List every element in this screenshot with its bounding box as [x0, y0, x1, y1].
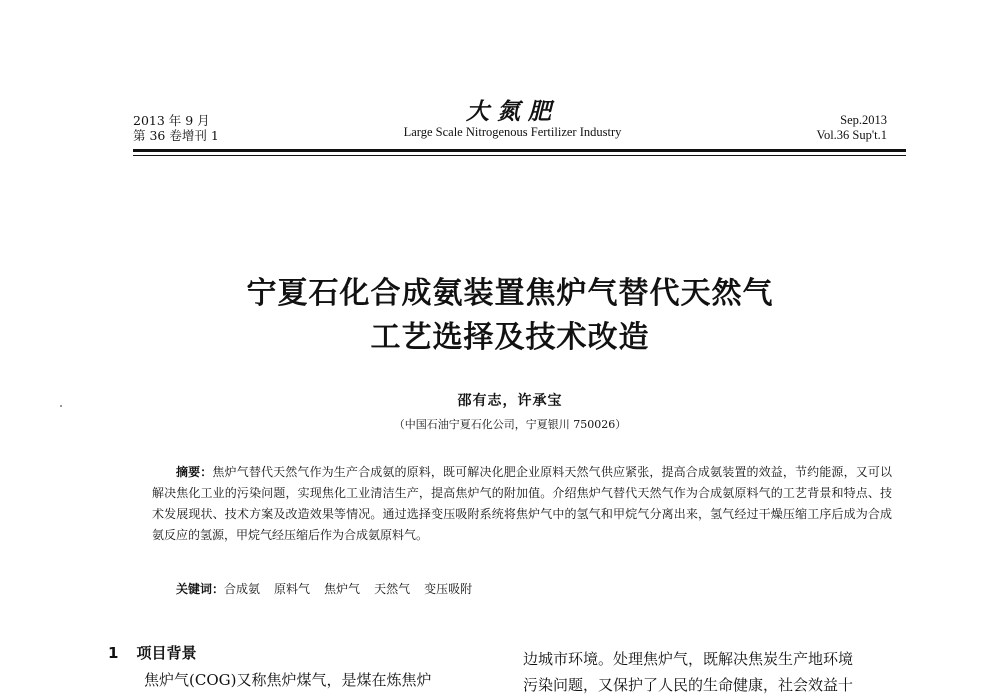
section-number: 1	[108, 644, 119, 662]
header-date-cn: 2013 年 9 月	[133, 113, 210, 128]
article-title	[150, 272, 870, 360]
title-line-1: 宁夏石化合成氨装置焦炉气替代天然气	[246, 276, 774, 311]
body-column-right	[523, 646, 908, 698]
keyword: 焦炉气	[324, 582, 361, 596]
body-column-left	[108, 668, 500, 692]
title-line-2: 工艺选择及技术改造	[370, 320, 650, 355]
keyword: 变压吸附	[424, 582, 473, 596]
header-issue-en	[817, 113, 887, 143]
article-affiliation: （中国石油宁夏石化公司，宁夏银川 750026）	[393, 418, 627, 431]
journal-name-en: Large Scale Nitrogenous Fertilizer Industry	[403, 125, 622, 139]
body-line: 污染问题，又保护了人民的生命健康，社会效益十	[523, 676, 854, 694]
journal-masthead	[370, 99, 655, 140]
abstract	[152, 462, 892, 546]
keywords-label: 关键词：	[176, 582, 225, 596]
body-line: 边城市环境。处理焦炉气，既解决焦炭生产地环境	[523, 650, 854, 668]
journal-logo: 大氮肥	[466, 98, 559, 125]
keyword: 合成氨	[224, 582, 261, 596]
header-rule-thin	[133, 155, 906, 156]
section-heading	[108, 642, 196, 663]
article-authors: 邵有志，许承宝	[457, 393, 563, 409]
abstract-text: 焦炉气替代天然气作为生产合成氨的原料，既可解决化肥企业原料天然气供应紧张，提高合成氨装置的效益，节约能源，又可以解决焦化工业的污染问题，实现焦化工业清洁生产，提高焦炉气的附加值。介绍焦炉气替代天然气作为合成氨原料气的工艺背景和特点、技术发展现状、技术方案及改造效果等情况。通过选择变压吸附系统将焦炉气中的氢气和甲烷气分离出来，氢气经过干燥压缩工序后成为合成氨反应的氢源，甲烷气经压缩后作为合成氨原料气。	[152, 465, 892, 542]
abstract-label: 摘要：	[176, 465, 213, 479]
keywords	[176, 580, 486, 597]
keyword: 原料气	[274, 582, 311, 596]
header-rule-thick	[133, 149, 906, 152]
keyword: 天然气	[374, 582, 411, 596]
section-title: 项目背景	[136, 644, 197, 662]
header-volume-en: Vol.36 Sup't.1	[816, 128, 887, 142]
body-paragraph: 焦炉气(COG)又称焦炉煤气，是煤在炼焦炉	[144, 671, 432, 689]
header-date-en: Sep.2013	[840, 113, 887, 127]
margin-speck	[60, 405, 62, 407]
header-issue-cn	[133, 113, 219, 143]
header-volume-cn: 第 36 卷增刊 1	[133, 128, 219, 143]
